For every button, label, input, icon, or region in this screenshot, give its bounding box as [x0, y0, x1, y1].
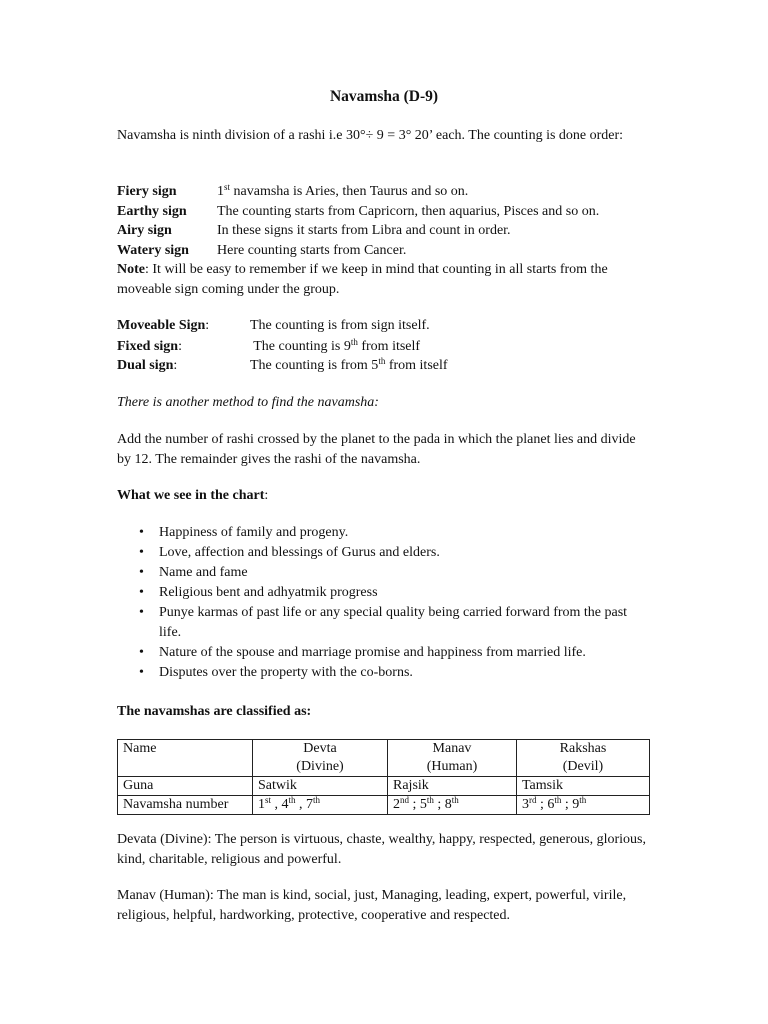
dual-sign-label — [117, 356, 250, 376]
note-text: : It will be easy to remember if we keep in mind that counting in all starts from the moveable sign coming under the group. — [117, 262, 608, 297]
devta-suffix-2: th — [288, 795, 296, 805]
header-rakshas-sub: (Devil) — [562, 759, 604, 774]
dual-sign-text: The counting is from 5 — [250, 358, 379, 373]
fixed-sign-colon: : — [178, 339, 182, 354]
guna-rakshas-cell: Tamsik — [516, 777, 649, 796]
rakshas-num-2: ; 6 — [536, 797, 555, 812]
fixed-sign-text: The counting is 9 — [250, 339, 351, 354]
devta-suffix-1: st — [265, 795, 272, 805]
header-devta-cell — [253, 740, 388, 777]
devata-paragraph: Devata (Divine): The person is virtuous, chaste, wealthy, happy, respected, generous, glorious, kind, charitable, religious and powerful. — [117, 832, 646, 867]
list-item: • Name and fame — [117, 563, 651, 583]
rakshas-num-3: ; 9 — [561, 797, 580, 812]
manav-suffix-1: nd — [400, 795, 409, 805]
header-name-cell: Name — [118, 740, 253, 777]
fiery-sign-ordinal-suffix: st — [224, 182, 231, 192]
rakshas-suffix-3: th — [579, 795, 587, 805]
watery-sign-text: Here counting starts from Cancer. — [217, 243, 407, 258]
classified-heading: The navamshas are classified as: — [117, 704, 312, 719]
moveable-sign-label — [117, 316, 250, 336]
dual-sign-row — [117, 356, 448, 376]
fiery-sign-text: navamsha is Aries, then Taurus and so on. — [230, 184, 469, 199]
chart-bullet-list — [117, 523, 651, 683]
dual-sign-label-text: Dual sign — [117, 358, 174, 373]
guna-devta-cell: Satwik — [253, 777, 388, 796]
moveable-sign-row — [117, 316, 430, 336]
fiery-sign-ordinal: 1 — [217, 184, 224, 199]
fixed-sign-label-text: Fixed sign — [117, 339, 179, 354]
fixed-sign-label — [117, 337, 250, 357]
dual-sign-colon: : — [173, 358, 178, 373]
moveable-sign-colon: : — [205, 318, 210, 333]
method-paragraph: Add the number of rashi crossed by the planet to the pada in which the planet lies and divide by 12. The remainder gives the rashi of the navamsha. — [117, 432, 636, 467]
moveable-sign-text: The counting is from sign itself. — [250, 318, 430, 333]
airy-sign-row — [117, 221, 511, 241]
list-item: • Disputes over the property with the co-borns. — [117, 663, 651, 683]
guna-manav-cell: Rajsik — [388, 777, 517, 796]
navamsha-label-cell: Navamsha number — [118, 796, 253, 815]
list-item: • Love, affection and blessings of Gurus and elders. — [117, 543, 651, 563]
chart-heading — [117, 486, 268, 506]
manav-num-1: 2 — [393, 797, 400, 812]
header-rakshas-cell — [516, 740, 649, 777]
devta-suffix-3: th — [313, 795, 321, 805]
earthy-sign-row — [117, 202, 599, 222]
devta-num-1: 1 — [258, 797, 265, 812]
dual-sign-suffix: th — [378, 356, 386, 366]
another-method-line: There is another method to find the navamsha: — [117, 395, 379, 410]
header-devta-sub: (Divine) — [296, 759, 344, 774]
list-item: • Nature of the spouse and marriage promise and happiness from married life. — [117, 643, 651, 663]
manav-num-3: ; 8 — [433, 797, 452, 812]
navamsha-table — [117, 739, 650, 815]
manav-paragraph: Manav (Human): The man is kind, social, just, Managing, leading, expert, powerful, virile, religious, helpful, hardworking, protective, cooperative and respected. — [117, 888, 627, 923]
navamsha-manav-cell — [388, 796, 517, 815]
list-item: • Religious bent and adhyatmik progress — [117, 583, 651, 603]
table-row — [118, 777, 650, 796]
watery-sign-label: Watery sign — [117, 243, 189, 258]
moveable-sign-label-text: Moveable Sign — [117, 318, 206, 333]
earthy-sign-text: The counting starts from Capricorn, then aquarius, Pisces and so on. — [217, 204, 600, 219]
rakshas-suffix-1: rd — [528, 795, 537, 805]
manav-suffix-3: th — [451, 795, 459, 805]
header-manav-sub: (Human) — [426, 759, 478, 774]
list-item: • Punye karmas of past life or any special quality being carried forward from the past life. — [117, 603, 651, 643]
manav-suffix-2: th — [426, 795, 434, 805]
airy-sign-text: In these signs it starts from Libra and count in order. — [217, 223, 511, 238]
note-label: Note — [117, 262, 145, 277]
page-title: Navamsha (D-9) — [329, 88, 439, 105]
header-manav-cell — [388, 740, 517, 777]
devta-num-2: , 4 — [271, 797, 289, 812]
devta-num-3: , 7 — [295, 797, 314, 812]
header-rakshas-text: Rakshas — [559, 741, 607, 756]
fiery-sign-label: Fiery sign — [117, 184, 177, 199]
airy-sign-label: Airy sign — [117, 223, 172, 238]
navamsha-rakshas-cell — [516, 796, 649, 815]
intro-paragraph: Navamsha is ninth division of a rashi i.e 30°÷ 9 = 3° 20’ each. The counting is done order: — [117, 128, 624, 143]
manav-num-2: ; 5 — [409, 797, 427, 812]
watery-sign-row — [117, 241, 406, 261]
table-row — [118, 796, 650, 815]
chart-heading-colon: : — [264, 488, 269, 503]
note-paragraph — [117, 260, 651, 300]
dual-sign-text-end: from itself — [385, 358, 448, 373]
earthy-sign-label: Earthy sign — [117, 204, 187, 219]
chart-heading-text: What we see in the chart — [117, 488, 265, 503]
rakshas-num-1: 3 — [521, 797, 529, 812]
header-devta-text: Devta — [303, 741, 337, 756]
fixed-sign-text-end: from itself — [357, 339, 421, 354]
table-row — [118, 740, 650, 777]
list-item: • Happiness of family and progeny. — [117, 523, 651, 543]
fiery-sign-row — [117, 182, 468, 202]
navamsha-devta-cell — [253, 796, 388, 815]
rakshas-suffix-2: th — [554, 795, 562, 805]
guna-label-cell: Guna — [118, 777, 253, 796]
fixed-sign-row — [117, 337, 420, 357]
header-manav-text: Manav — [432, 741, 472, 756]
fixed-sign-suffix: th — [350, 337, 358, 347]
